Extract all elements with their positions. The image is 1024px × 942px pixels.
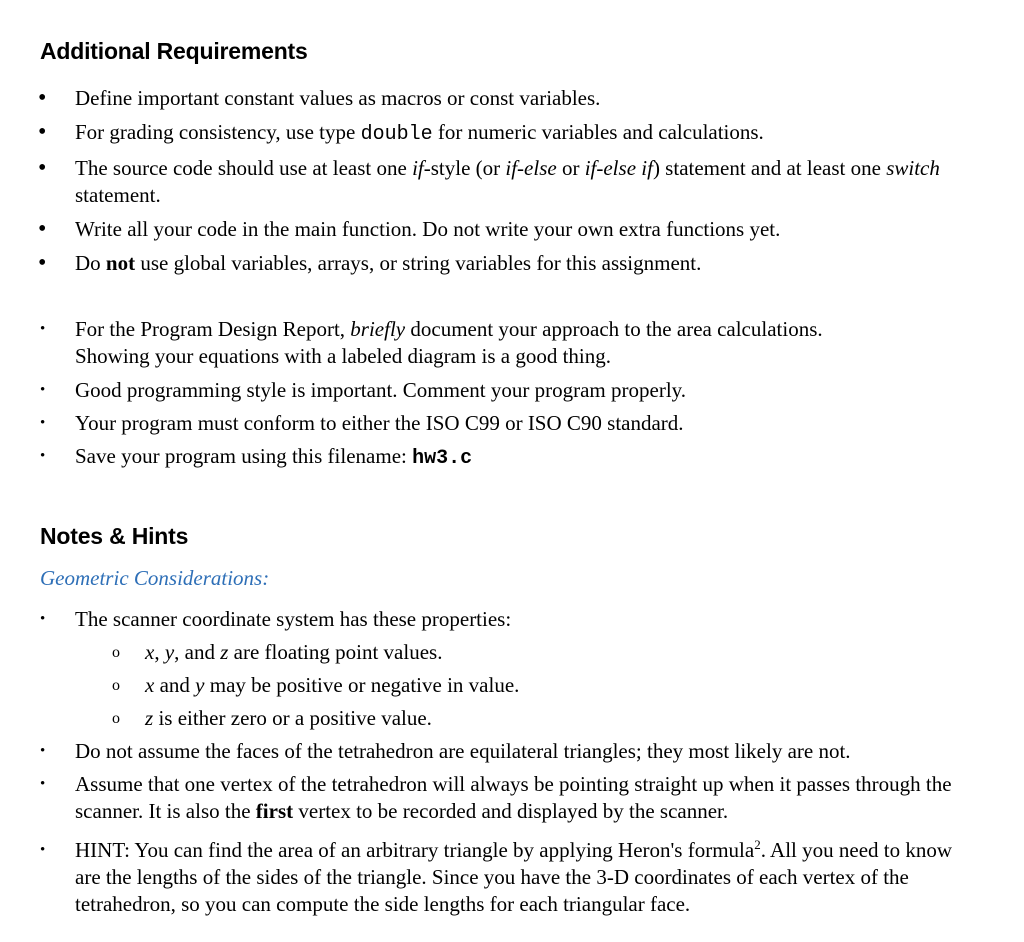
bullet: • <box>38 250 47 276</box>
item-text: ) statement and at least one <box>652 156 887 180</box>
filename-code: hw3.c <box>412 447 473 470</box>
item-text: For the Program Design Report, <box>75 317 351 341</box>
item-text: Write all your code in the main function. Do not write your own extra functions yet. <box>75 217 781 241</box>
item-text: Save your program using this filename: <box>75 444 413 468</box>
var-y: y <box>164 640 175 664</box>
sub-list-item <box>0 705 1000 732</box>
bullet: • <box>40 415 46 431</box>
keyword-switch: switch <box>886 156 940 180</box>
item-text: The source code should use at least one <box>75 156 413 180</box>
bold-not: not <box>105 251 136 275</box>
list-item <box>0 250 1000 277</box>
var-z: z <box>145 706 154 730</box>
var-x: x <box>145 640 155 664</box>
bullet: • <box>40 448 46 464</box>
item-text: -style (or <box>423 156 506 180</box>
notes-hints-heading: Notes & Hints <box>40 523 189 549</box>
notes-list <box>0 606 1000 918</box>
footnote-marker: 2 <box>754 837 761 852</box>
var-z: z <box>220 640 229 664</box>
sub-list <box>0 639 1000 732</box>
item-text: Assume that one vertex of the tetrahedron will always be pointing straight up when it passes through the scanner. It is also the <box>75 772 952 823</box>
bullet: • <box>38 85 47 111</box>
item-text: may be positive or negative in value. <box>204 673 520 697</box>
list-item <box>0 738 1000 765</box>
var-y: y <box>195 673 205 697</box>
bullet: • <box>40 842 46 858</box>
list-item <box>0 606 1000 732</box>
item-text: The scanner coordinate system has these properties: <box>75 607 512 631</box>
item-text: Good programming style is important. Comment your program properly. <box>75 378 687 402</box>
keyword-if-else-if: if-else if <box>584 156 653 180</box>
geometric-considerations-subheading: Geometric Considerations: <box>40 566 270 590</box>
list-item <box>0 216 1000 243</box>
item-text: Your program must conform to either the ISO C99 or ISO C90 standard. <box>75 411 684 435</box>
bullet: • <box>38 119 47 145</box>
keyword-if: if <box>412 156 424 180</box>
bold-first: first <box>255 799 294 823</box>
code-double: double <box>360 123 433 146</box>
sub-list-item <box>0 672 1000 699</box>
bullet: • <box>38 155 47 181</box>
item-text: Do <box>75 251 106 275</box>
item-text: is either zero or a positive value. <box>153 706 432 730</box>
item-text: document your approach to the area calculations. <box>405 317 823 341</box>
bullet: • <box>40 743 46 759</box>
item-text: For grading consistency, use type <box>75 120 361 144</box>
italic-briefly: briefly <box>350 317 406 341</box>
item-text: Define important constant values as macros or const variables. <box>75 86 601 110</box>
requirements-list-1 <box>0 85 1000 277</box>
item-text: HINT: You can find the area of an arbitrary triangle by applying Heron's formula <box>75 838 755 862</box>
list-item <box>0 443 1000 472</box>
list-item <box>0 85 1000 112</box>
requirements-list-2 <box>0 316 1000 472</box>
bullet: • <box>40 611 46 627</box>
list-item <box>0 771 955 825</box>
list-item <box>0 377 1000 404</box>
list-item <box>0 837 975 918</box>
item-text: , <box>154 640 165 664</box>
bullet: • <box>40 382 46 398</box>
circle-bullet: o <box>112 677 120 694</box>
circle-bullet: o <box>112 644 120 661</box>
item-text: , and <box>174 640 221 664</box>
sub-list-item <box>0 639 1000 666</box>
var-x: x <box>145 673 155 697</box>
item-text: are floating point values. <box>228 640 443 664</box>
circle-bullet: o <box>112 710 120 727</box>
list-item <box>0 316 1000 370</box>
item-text: or <box>556 156 585 180</box>
item-text: Showing your equations with a labeled diagram is a good thing. <box>75 344 611 368</box>
item-text: statement. <box>75 183 161 207</box>
item-text: for numeric variables and calculations. <box>432 120 764 144</box>
bullet: • <box>40 321 46 337</box>
bullet: • <box>40 776 46 792</box>
additional-requirements-heading: Additional Requirements <box>40 38 308 64</box>
list-item <box>0 410 1000 437</box>
list-item <box>0 155 1000 209</box>
bullet: • <box>38 216 47 242</box>
keyword-if-else: if-else <box>505 156 557 180</box>
list-item <box>0 119 1000 148</box>
item-text: and <box>154 673 196 697</box>
item-text: use global variables, arrays, or string variables for this assignment. <box>135 251 702 275</box>
item-text: Do not assume the faces of the tetrahedron are equilateral triangles; they most likely are not. <box>75 739 851 763</box>
item-text: vertex to be recorded and displayed by the scanner. <box>293 799 729 823</box>
item-text: . All you need to know are the lengths of the sides of the triangle. Since you have the 3-D coordinates of each vertex of the tetrahedron, so you can compute the side lengths for each triangular face. <box>75 838 953 916</box>
